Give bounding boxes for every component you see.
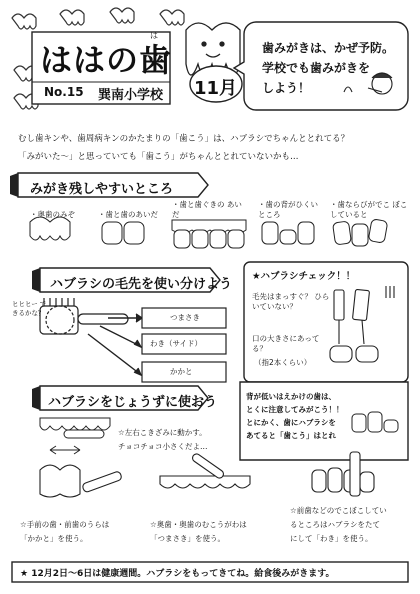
label-heel: かかと xyxy=(170,367,193,376)
section1-teeth-images xyxy=(30,217,388,248)
check-bristles: 毛先はまっすぐ？ ひらいていない？ xyxy=(252,292,330,311)
laugh-sound: ヒヒヒー できるかな？ xyxy=(12,300,47,317)
bottom-tip-crooked xyxy=(290,504,414,546)
bottom-tip-back-line2: 「つまさき」を使う。 xyxy=(150,534,225,543)
spot-between-teeth: ・歯と歯のあいだ xyxy=(98,210,158,219)
advice-line2: とくに注意してみがこう！！ xyxy=(246,405,344,414)
school-name: 巽南小学校 xyxy=(98,88,164,103)
issue-number: No.15 xyxy=(44,85,84,99)
month-label: 11月 xyxy=(194,78,238,99)
spot-molar-grooves: ・奥歯のみぞ xyxy=(30,210,75,219)
section2-title: ハブラシの毛先を使い分けよう xyxy=(50,277,233,292)
label-toe: つまさき xyxy=(170,313,200,322)
spot-gumline: ・歯と歯ぐきの あいだ xyxy=(172,200,242,219)
tip-small-strokes: ☆左右こきざみに動かす。 xyxy=(118,428,207,437)
bottom-tip-front-line1: ☆手前の歯・前歯のうらは xyxy=(20,520,110,529)
advice-line4: あてると「歯こう」はとれ xyxy=(246,431,336,440)
tip-small-strokes-sub: チョコチョコ小さくだよ… xyxy=(118,442,208,451)
intro-text xyxy=(18,130,410,166)
intro-line2: 「みがいた～」と思っていても「歯こう」がちゃんととれていないかも… xyxy=(18,152,299,162)
section1-title: みがき残しやすいところ xyxy=(30,182,174,197)
section3-title: ハブラシをじょうずに使おう xyxy=(48,395,218,410)
toothbrush-parts-illustration xyxy=(40,298,128,334)
advice-text xyxy=(246,390,366,442)
footer-notice: ★ 12月2日～6日は健康週間。ハブラシをもってきてね。給食後みがきます。 xyxy=(20,569,335,579)
advice-line3: とにかく、歯にハブラシを xyxy=(246,418,336,427)
newsletter-title: ははの歯 xyxy=(40,41,173,79)
label-side: わき（サイド） xyxy=(150,339,202,348)
check-title: ★ハブラシチェック！！ xyxy=(252,271,356,282)
bottom-tip-front-line2: 「かかと」を使う。 xyxy=(20,534,88,543)
bottom-tip-back-line1: ☆奥歯・奥歯のむこうがわは xyxy=(150,520,247,529)
slogan-line2: 学校でも歯みがきを xyxy=(262,61,371,75)
bottom-tip-back xyxy=(150,518,290,546)
slogan-line1: 歯みがきは、かぜ予防。 xyxy=(262,41,395,55)
check-size: 口の大きさにあってる？ xyxy=(252,334,320,353)
bottom-tip-crooked-line1: ☆前歯などのでこぼこしてい xyxy=(290,506,387,515)
slogan xyxy=(262,38,394,98)
intro-line1: むし歯キンや、歯周病キンのかたまりの「歯こう」は、ハブラシでちゃんととれてる？ xyxy=(18,134,350,144)
bottom-tip-front xyxy=(20,518,150,546)
bottom-tip-crooked-line3: にして「わき」を使う。 xyxy=(290,534,373,543)
advice-line1: 背が低いはえかけの歯は、 xyxy=(246,392,336,401)
check-size-note: （指2本くらい） xyxy=(254,358,312,367)
bottom-tip-crooked-line2: るところはハブラシをたて xyxy=(290,520,380,529)
brushing-technique-illustration xyxy=(40,418,110,454)
spot-crooked-teeth: ・歯ならびがでこ ぼこしていると xyxy=(330,200,408,219)
title-ruby: は xyxy=(150,31,158,40)
slogan-line3: しよう！ xyxy=(262,81,311,95)
spot-short-teeth: ・歯の背がひくい ところ xyxy=(258,200,318,219)
